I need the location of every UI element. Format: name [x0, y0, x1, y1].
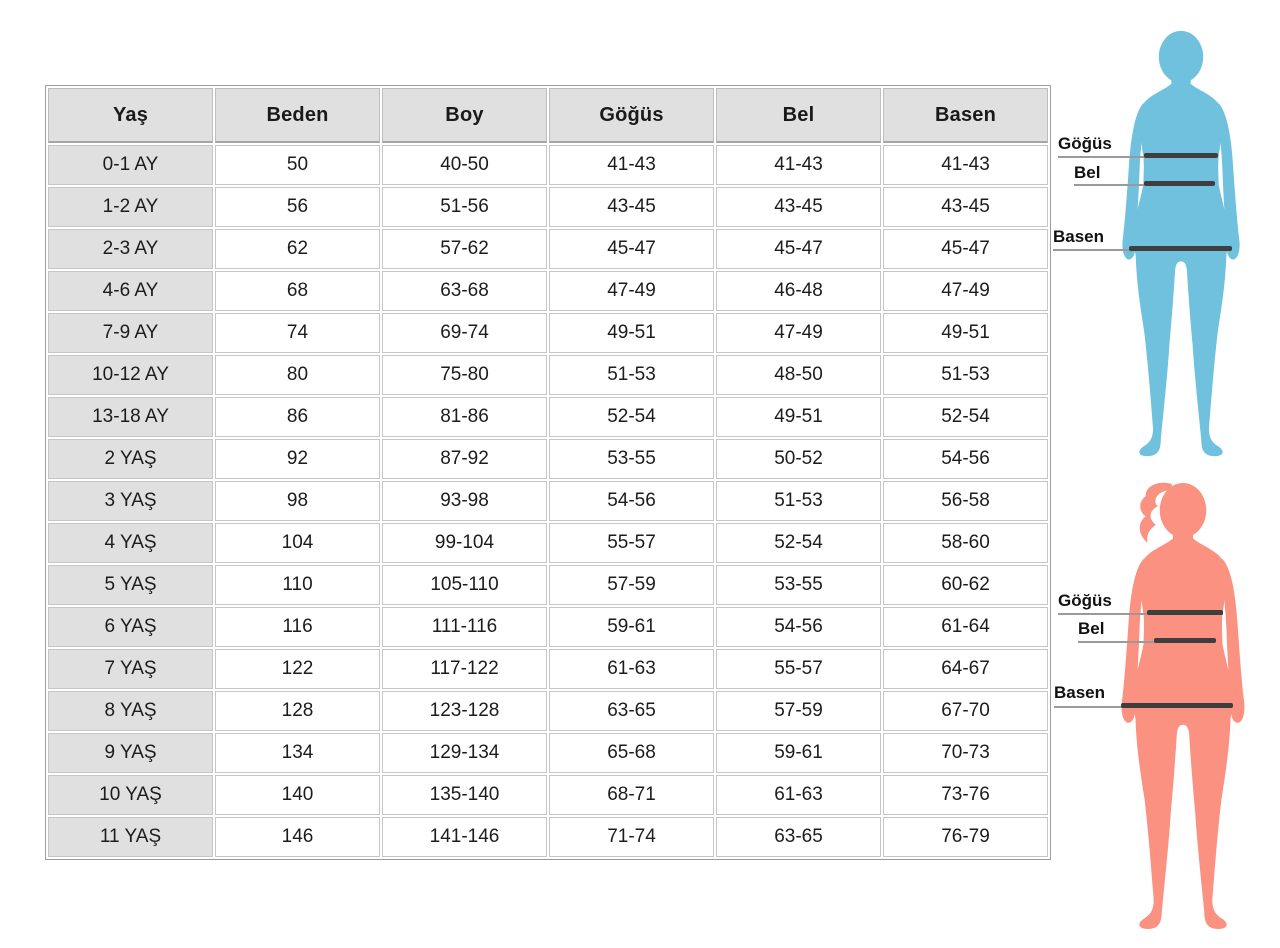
chest-cell: 53-55 — [549, 439, 714, 479]
height-cell: 40-50 — [382, 145, 547, 185]
size-cell: 86 — [215, 397, 380, 437]
pink-hip-label: Basen — [1054, 683, 1106, 702]
table-row — [48, 523, 1048, 563]
hip-cell: 45-47 — [883, 229, 1048, 269]
hip-cell: 64-67 — [883, 649, 1048, 689]
table-row — [48, 439, 1048, 479]
hip-cell: 54-56 — [883, 439, 1048, 479]
waist-cell: 55-57 — [716, 649, 881, 689]
waist-cell: 41-43 — [716, 145, 881, 185]
waist-cell: 47-49 — [716, 313, 881, 353]
row-label-cell: 7-9 AY — [48, 313, 213, 353]
size-cell: 104 — [215, 523, 380, 563]
size-cell: 74 — [215, 313, 380, 353]
column-header-waist: Bel — [716, 88, 881, 143]
waist-cell: 61-63 — [716, 775, 881, 815]
chest-cell: 47-49 — [549, 271, 714, 311]
waist-cell: 52-54 — [716, 523, 881, 563]
table-row — [48, 397, 1048, 437]
pink-chest-label: Göğüs — [1058, 591, 1112, 610]
size-cell: 98 — [215, 481, 380, 521]
height-cell: 63-68 — [382, 271, 547, 311]
size-cell: 140 — [215, 775, 380, 815]
height-cell: 111-116 — [382, 607, 547, 647]
chest-cell: 61-63 — [549, 649, 714, 689]
height-cell: 99-104 — [382, 523, 547, 563]
table-row — [48, 145, 1048, 185]
hip-cell: 70-73 — [883, 733, 1048, 773]
column-header-age: Yaş — [48, 88, 213, 143]
row-label-cell: 10-12 AY — [48, 355, 213, 395]
size-cell: 122 — [215, 649, 380, 689]
hip-cell: 47-49 — [883, 271, 1048, 311]
column-header-hip: Basen — [883, 88, 1048, 143]
hip-cell: 73-76 — [883, 775, 1048, 815]
hip-cell: 41-43 — [883, 145, 1048, 185]
pink-waist-label: Bel — [1078, 619, 1105, 638]
size-cell: 56 — [215, 187, 380, 227]
table-row — [48, 607, 1048, 647]
row-label-cell: 4 YAŞ — [48, 523, 213, 563]
waist-cell: 63-65 — [716, 817, 881, 857]
row-label-cell: 11 YAŞ — [48, 817, 213, 857]
table-row — [48, 733, 1048, 773]
child-silhouette-blue — [1118, 26, 1244, 460]
pink-hip-measure-line — [1121, 703, 1233, 708]
height-cell: 141-146 — [382, 817, 547, 857]
hip-cell: 43-45 — [883, 187, 1048, 227]
height-cell: 75-80 — [382, 355, 547, 395]
hip-cell: 60-62 — [883, 565, 1048, 605]
height-cell: 51-56 — [382, 187, 547, 227]
chest-cell: 41-43 — [549, 145, 714, 185]
row-label-cell: 2-3 AY — [48, 229, 213, 269]
pink-chest-measure-line — [1147, 610, 1223, 615]
height-cell: 123-128 — [382, 691, 547, 731]
hip-cell: 67-70 — [883, 691, 1048, 731]
table-row — [48, 187, 1048, 227]
waist-cell: 49-51 — [716, 397, 881, 437]
table-row — [48, 817, 1048, 857]
table-row — [48, 355, 1048, 395]
size-cell: 80 — [215, 355, 380, 395]
chest-cell: 63-65 — [549, 691, 714, 731]
height-cell: 87-92 — [382, 439, 547, 479]
size-cell: 110 — [215, 565, 380, 605]
chest-cell: 54-56 — [549, 481, 714, 521]
row-label-cell: 1-2 AY — [48, 187, 213, 227]
row-label-cell: 9 YAŞ — [48, 733, 213, 773]
row-label-cell: 3 YAŞ — [48, 481, 213, 521]
waist-cell: 43-45 — [716, 187, 881, 227]
waist-cell: 59-61 — [716, 733, 881, 773]
waist-cell: 53-55 — [716, 565, 881, 605]
table-row — [48, 271, 1048, 311]
chest-cell: 71-74 — [549, 817, 714, 857]
height-cell: 135-140 — [382, 775, 547, 815]
size-cell: 68 — [215, 271, 380, 311]
waist-cell: 48-50 — [716, 355, 881, 395]
hip-cell: 61-64 — [883, 607, 1048, 647]
row-label-cell: 10 YAŞ — [48, 775, 213, 815]
blue-hip-label: Basen — [1053, 227, 1105, 246]
row-label-cell: 6 YAŞ — [48, 607, 213, 647]
waist-cell: 57-59 — [716, 691, 881, 731]
table-row — [48, 649, 1048, 689]
hip-cell: 76-79 — [883, 817, 1048, 857]
row-label-cell: 7 YAŞ — [48, 649, 213, 689]
table-row — [48, 229, 1048, 269]
row-label-cell: 5 YAŞ — [48, 565, 213, 605]
chest-cell: 57-59 — [549, 565, 714, 605]
chest-cell: 45-47 — [549, 229, 714, 269]
waist-cell: 45-47 — [716, 229, 881, 269]
hip-cell: 56-58 — [883, 481, 1048, 521]
chest-cell: 65-68 — [549, 733, 714, 773]
height-cell: 57-62 — [382, 229, 547, 269]
chest-cell: 55-57 — [549, 523, 714, 563]
row-label-cell: 2 YAŞ — [48, 439, 213, 479]
size-cell: 146 — [215, 817, 380, 857]
table-row — [48, 775, 1048, 815]
size-cell: 128 — [215, 691, 380, 731]
chest-cell: 52-54 — [549, 397, 714, 437]
row-label-cell: 8 YAŞ — [48, 691, 213, 731]
column-header-height: Boy — [382, 88, 547, 143]
waist-cell: 50-52 — [716, 439, 881, 479]
height-cell: 93-98 — [382, 481, 547, 521]
table-row — [48, 691, 1048, 731]
column-header-size: Beden — [215, 88, 380, 143]
waist-cell: 51-53 — [716, 481, 881, 521]
blue-hip-measure-line — [1129, 246, 1232, 251]
row-label-cell: 13-18 AY — [48, 397, 213, 437]
height-cell: 129-134 — [382, 733, 547, 773]
chest-cell: 49-51 — [549, 313, 714, 353]
hip-cell: 51-53 — [883, 355, 1048, 395]
blue-waist-label: Bel — [1074, 163, 1101, 182]
waist-cell: 54-56 — [716, 607, 881, 647]
header-row — [48, 88, 1048, 143]
blue-chest-measure-line — [1144, 153, 1218, 158]
chest-cell: 68-71 — [549, 775, 714, 815]
height-cell: 117-122 — [382, 649, 547, 689]
blue-chest-label: Göğüs — [1058, 134, 1112, 153]
size-cell: 134 — [215, 733, 380, 773]
row-label-cell: 4-6 AY — [48, 271, 213, 311]
waist-cell: 46-48 — [716, 271, 881, 311]
height-cell: 81-86 — [382, 397, 547, 437]
size-chart-table — [45, 85, 1051, 860]
size-cell: 62 — [215, 229, 380, 269]
hip-cell: 52-54 — [883, 397, 1048, 437]
table-row — [48, 565, 1048, 605]
pink-waist-measure-line — [1154, 638, 1216, 643]
column-header-chest: Göğüs — [549, 88, 714, 143]
size-cell: 92 — [215, 439, 380, 479]
height-cell: 69-74 — [382, 313, 547, 353]
chest-cell: 59-61 — [549, 607, 714, 647]
size-cell: 50 — [215, 145, 380, 185]
height-cell: 105-110 — [382, 565, 547, 605]
table-row — [48, 481, 1048, 521]
hip-cell: 58-60 — [883, 523, 1048, 563]
chest-cell: 51-53 — [549, 355, 714, 395]
row-label-cell: 0-1 AY — [48, 145, 213, 185]
blue-waist-measure-line — [1144, 181, 1215, 186]
size-cell: 116 — [215, 607, 380, 647]
hip-cell: 49-51 — [883, 313, 1048, 353]
table-row — [48, 313, 1048, 353]
chest-cell: 43-45 — [549, 187, 714, 227]
